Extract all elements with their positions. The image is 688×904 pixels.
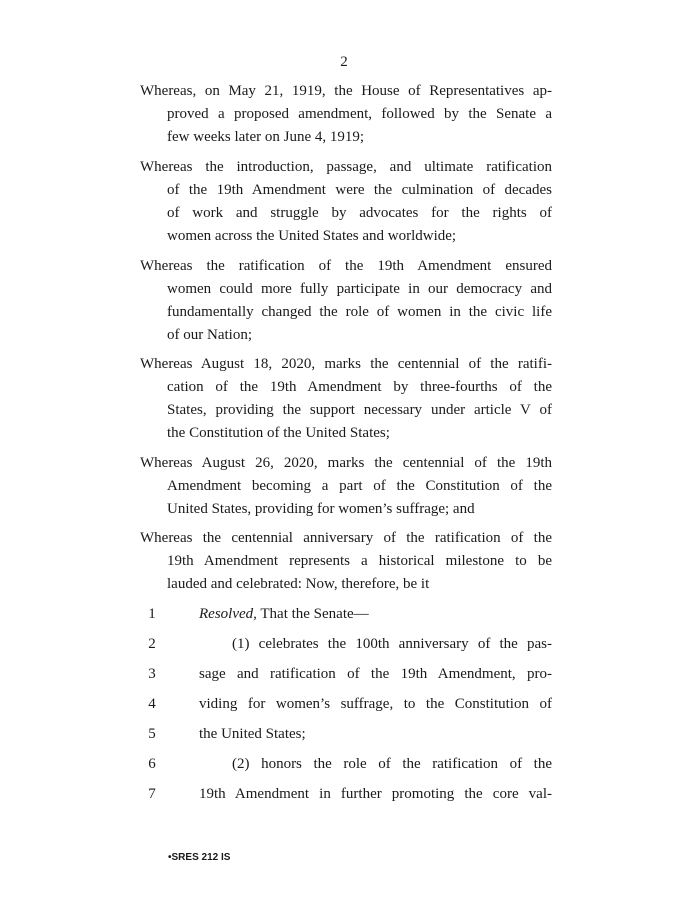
resolved-word: Resolved, xyxy=(199,606,257,622)
whereas-line: lauded and celebrated: Now, therefore, be it xyxy=(167,576,430,592)
whereas-line: United States, providing for women’s suffrage; and xyxy=(167,501,475,517)
whereas-line: Whereas August 26, 2020, marks the centennial of the 19th xyxy=(140,455,552,471)
resolution-line: the United States; xyxy=(199,726,306,742)
whereas-line: of work and struggle by advocates for the rights of xyxy=(167,205,552,221)
whereas-line: Whereas August 18, 2020, marks the centennial of the ratifi- xyxy=(140,356,552,372)
line-number: 7 xyxy=(148,786,156,802)
whereas-line: cation of the 19th Amendment by three-fourths of the xyxy=(167,379,552,395)
resolution-line: sage and ratification of the 19th Amendment, pro- xyxy=(199,666,552,682)
whereas-line: Whereas, on May 21, 1919, the House of Representatives ap- xyxy=(140,83,552,99)
line-number: 1 xyxy=(148,606,156,622)
line-number: 3 xyxy=(148,666,156,682)
whereas-line: Whereas the introduction, passage, and ultimate ratification xyxy=(140,159,552,175)
whereas-line: fundamentally changed the role of women in the civic life xyxy=(167,304,552,320)
resolution-line: (1) celebrates the 100th anniversary of the pas- xyxy=(232,636,552,652)
whereas-line: women could more fully participate in our democracy and xyxy=(167,281,552,297)
whereas-line: States, providing the support necessary under article V of xyxy=(167,402,552,418)
line-number: 2 xyxy=(148,636,156,652)
whereas-line: the Constitution of the United States; xyxy=(167,425,390,441)
resolution-line: 19th Amendment in further promoting the core val- xyxy=(199,786,552,802)
resolved-rest: That the Senate— xyxy=(256,606,369,622)
resolution-line xyxy=(199,605,369,623)
whereas-line: few weeks later on June 4, 1919; xyxy=(167,129,365,145)
whereas-line: of the 19th Amendment were the culmination of decades xyxy=(167,182,552,198)
line-number: 4 xyxy=(148,696,156,712)
line-number: 6 xyxy=(148,756,156,772)
line-number: 5 xyxy=(148,726,156,742)
whereas-line: of our Nation; xyxy=(167,327,252,343)
document-footer-id: •SRES 212 IS xyxy=(168,852,231,863)
whereas-line: Whereas the ratification of the 19th Amendment ensured xyxy=(140,258,552,274)
page-number: 2 xyxy=(340,54,348,70)
whereas-line: women across the United States and worldwide; xyxy=(167,228,457,244)
whereas-line: Amendment becoming a part of the Constitution of the xyxy=(167,478,552,494)
resolution-line: viding for women’s suffrage, to the Constitution of xyxy=(199,696,552,712)
whereas-line: proved a proposed amendment, followed by the Senate a xyxy=(167,106,552,122)
whereas-line: 19th Amendment represents a historical milestone to be xyxy=(167,553,552,569)
whereas-line: Whereas the centennial anniversary of the ratification of the xyxy=(140,530,552,546)
resolution-line: (2) honors the role of the ratification of the xyxy=(232,756,552,772)
